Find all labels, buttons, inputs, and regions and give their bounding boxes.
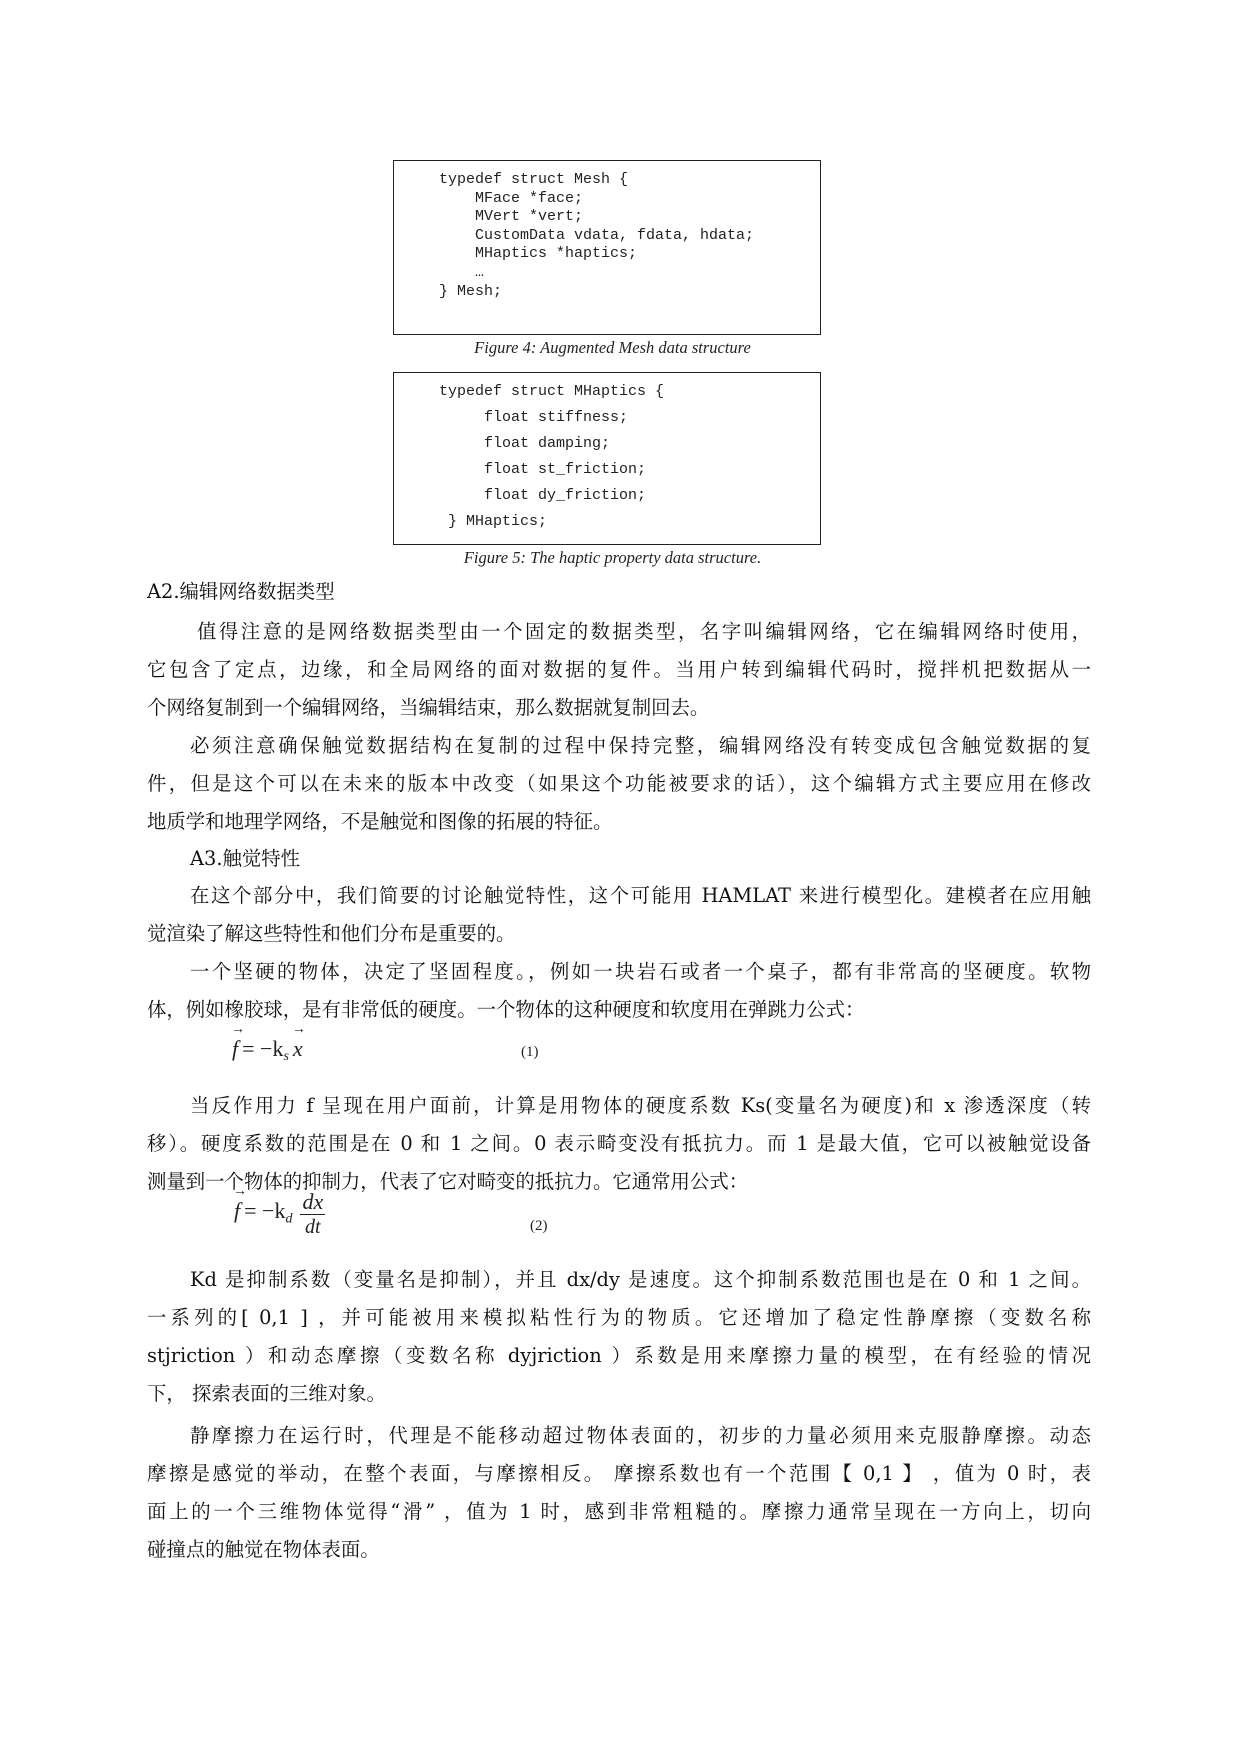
paragraph-line: 移）。硬度系数的范围是在 0 和 1 之间。0 表示畸变没有抵抗力。而 1 是最大值，它可以被触觉设备: [147, 1132, 1091, 1155]
heading-a3: A3.触觉特性: [190, 847, 301, 870]
formula-1-x: → x: [293, 1036, 303, 1062]
formula-2-eq: = −k: [244, 1198, 286, 1224]
formula-2-denominator: dt: [305, 1216, 321, 1238]
formula-1: [232, 1036, 303, 1065]
figure-5-caption: Figure 5: The haptic property data structure.: [463, 548, 762, 567]
formula-2-fraction: [300, 1190, 325, 1239]
paragraph-line: 觉渲染了解这些特性和他们分布是重要的。: [147, 922, 516, 945]
formula-2-sub: d: [285, 1211, 293, 1227]
paragraph-line: 碰撞点的触觉在物体表面。: [147, 1538, 380, 1561]
formula-1-eq: = −k: [242, 1036, 284, 1061]
formula-2-number: (2): [530, 1218, 548, 1234]
heading-a2: A2.编辑网络数据类型: [147, 580, 335, 603]
paragraph-line: 地质学和地理学网络，不是触觉和图像的拓展的特征。: [147, 810, 613, 833]
figure-4-code: typedef struct Mesh { MFace *face; MVert *vert; CustomData vdata, fdata, hdata; MHaptics *haptics; … } Mesh;: [439, 171, 755, 300]
paragraph-line: 下， 探索表面的三维对象。: [147, 1382, 386, 1405]
paragraph-line: 它包含了定点，边缘，和全局网络的面对数据的复件。当用户转到编辑代码时，搅拌机把数据从一: [147, 658, 1091, 681]
paragraph-line: 一个坚硬的物体，决定了坚固程度。，例如一块岩石或者一个桌子，都有非常高的坚硬度。软物: [190, 960, 1091, 983]
paragraph-line: stjriction ）和动态摩擦（变数名称 dyjriction ）系数是用来摩擦力量的模型，在有经验的情况: [147, 1344, 1091, 1367]
paragraph-line: 体，例如橡胶球，是有非常低的硬度。一个物体的这种硬度和软度用在弹跳力公式：: [147, 998, 865, 1021]
paragraph-line: 件，但是这个可以在未来的版本中改变（如果这个功能被要求的话），这个编辑方式主要应用在修改: [147, 772, 1091, 795]
paragraph-line: 必须注意确保触觉数据结构在复制的过程中保持完整，编辑网络没有转变成包含触觉数据的复: [190, 734, 1091, 757]
figure-5-code-box: [393, 372, 821, 545]
paragraph-line: 当反作用力 f 呈现在用户面前，计算是用物体的硬度系数 Ks(变量名为硬度)和 x 渗透深度（转: [190, 1094, 1091, 1117]
paragraph-line: 静摩擦力在运行时，代理是不能移动超过物体表面的，初步的力量必须用来克服静摩擦。动态: [190, 1424, 1091, 1447]
figure-4-code-box: [393, 160, 821, 335]
paragraph-line: 一系列的[ 0,1 ] ，并可能被用来模拟粘性行为的物质。它还增加了稳定性静摩擦（变数名称: [147, 1306, 1091, 1329]
paragraph-line: 在这个部分中，我们简要的讨论触觉特性，这个可能用 HAMLAT 来进行模型化。建模者在应用触: [190, 884, 1091, 907]
paragraph-line: 面上的一个三维物体觉得“滑” ，值为 1 时，感到非常粗糙的。摩擦力通常呈现在一方向上，切向: [147, 1500, 1091, 1523]
figure-5-code: typedef struct MHaptics { float stiffness; float damping; float st_friction; float dy_friction; } MHaptics;: [439, 383, 665, 530]
paragraph-line: 摩擦是感觉的举动，在整个表面，与摩擦相反。 摩擦系数也有一个范围【 0,1 】 ，值为 0 时，表: [147, 1462, 1091, 1485]
formula-2-f: → f: [234, 1198, 240, 1224]
paragraph-line: 值得注意的是网络数据类型由一个固定的数据类型，名字叫编辑网络，它在编辑网络时使用，: [197, 620, 1091, 643]
formula-1-number: (1): [521, 1044, 539, 1060]
formula-2-numerator: dx: [302, 1189, 324, 1214]
paragraph-line: 测量到一个物体的抑制力，代表了它对畸变的抵抗力。它通常用公式：: [147, 1170, 749, 1193]
formula-1-sub: s: [283, 1049, 289, 1065]
figure-4-caption: Figure 4: Augmented Mesh data structure: [474, 338, 751, 357]
paragraph-line: Kd 是抑制系数（变量名是抑制），并且 dx/dy 是速度。这个抑制系数范围也是在 0 和 1 之间。: [190, 1268, 1092, 1291]
formula-1-f: → f: [232, 1036, 238, 1062]
formula-2: [234, 1190, 325, 1239]
paragraph-line: 个网络复制到一个编辑网络，当编辑结束，那么数据就复制回去。: [147, 696, 710, 719]
